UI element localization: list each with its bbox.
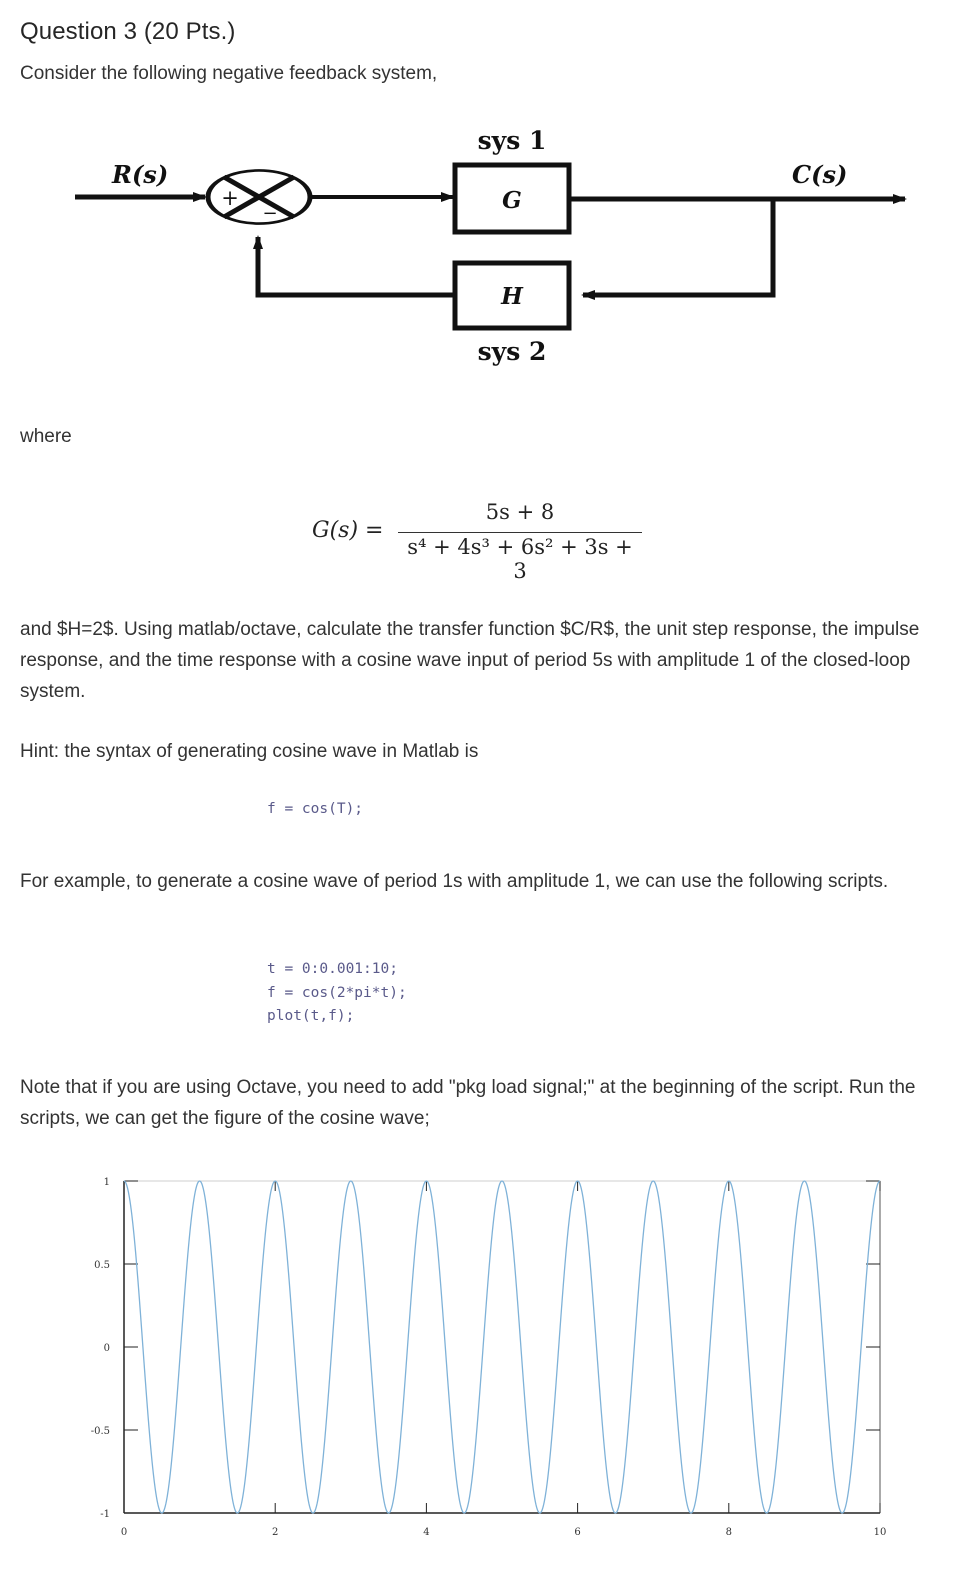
y-tick-label-1: 1 (103, 1177, 110, 1188)
note-text: Note that if you are using Octave, you need to add "pkg load signal;" at the beginning of the script. Run the scripts, we can get the figure of the cosine wave; (20, 1077, 916, 1129)
x-tick-label-8: 8 (725, 1527, 732, 1538)
task-text: and $H=2$. Using matlab/octave, calculate the transfer function $C/R$, the unit step response, the impulse response, and the time response with a cosine wave input of period 5s with amplitude 1 of the closed-loop system. (20, 619, 920, 702)
equation-denominator: s⁴ + 4s³ + 6s² + 3s + 3 (407, 535, 633, 583)
equation-numerator: 5s + 8 (485, 500, 555, 524)
x-tick-label-2: 2 (272, 1527, 279, 1538)
code-line-2: f = cos(2*pi*t); (267, 984, 407, 1001)
y-tick-label--0.5: -0.5 (90, 1426, 110, 1437)
sys1-label: sys 1 (477, 126, 547, 155)
y-tick-label--1: -1 (100, 1509, 110, 1520)
code-line-1: t = 0:0.001:10; (267, 961, 398, 977)
intro-text: Consider the following negative feedback system, (20, 63, 438, 84)
hint-text: Hint: the syntax of generating cosine wave in Matlab is (20, 741, 479, 762)
chart-frame (124, 1181, 880, 1513)
cosine-series-line (124, 1181, 880, 1513)
code-line-3: plot(t,f); (267, 1008, 355, 1024)
y-tick-label-0.5: 0.5 (94, 1260, 110, 1271)
sys2-label: sys 2 (477, 337, 547, 366)
minus-sign: − (262, 203, 278, 224)
code-snippet-cos: f = cos(T); (267, 801, 364, 817)
x-tick-label-4: 4 (423, 1527, 430, 1538)
example-text: For example, to generate a cosine wave of period 1s with amplitude 1, we can use the following scripts. (20, 871, 889, 892)
where-text: where (20, 426, 72, 447)
h-block-label: H (501, 283, 523, 310)
y-tick-label-0: 0 (103, 1343, 110, 1354)
x-tick-label-10: 10 (873, 1527, 887, 1538)
output-label: C(s) (792, 160, 848, 189)
input-label: R(s) (112, 160, 169, 189)
summing-junction (208, 170, 310, 224)
x-tick-label-0: 0 (120, 1527, 128, 1538)
x-tick-label-6: 6 (574, 1527, 581, 1538)
feedback-path-arrow (583, 199, 773, 295)
equation-lhs: G(s) = (312, 518, 384, 543)
chart-ticks (124, 1181, 880, 1513)
code-snippet-example (267, 958, 407, 1029)
feedback-block-diagram (0, 115, 963, 375)
g-block-label: G (502, 187, 522, 214)
fraction-bar (398, 532, 642, 533)
question-title: Question 3 (20 Pts.) (20, 18, 236, 45)
plus-sign: + (221, 186, 239, 210)
plot-box (124, 1181, 880, 1513)
chart-tick-labels (91, 1177, 887, 1538)
cosine-wave-plot (0, 1160, 963, 1583)
feedback-return-arrow (258, 237, 455, 295)
